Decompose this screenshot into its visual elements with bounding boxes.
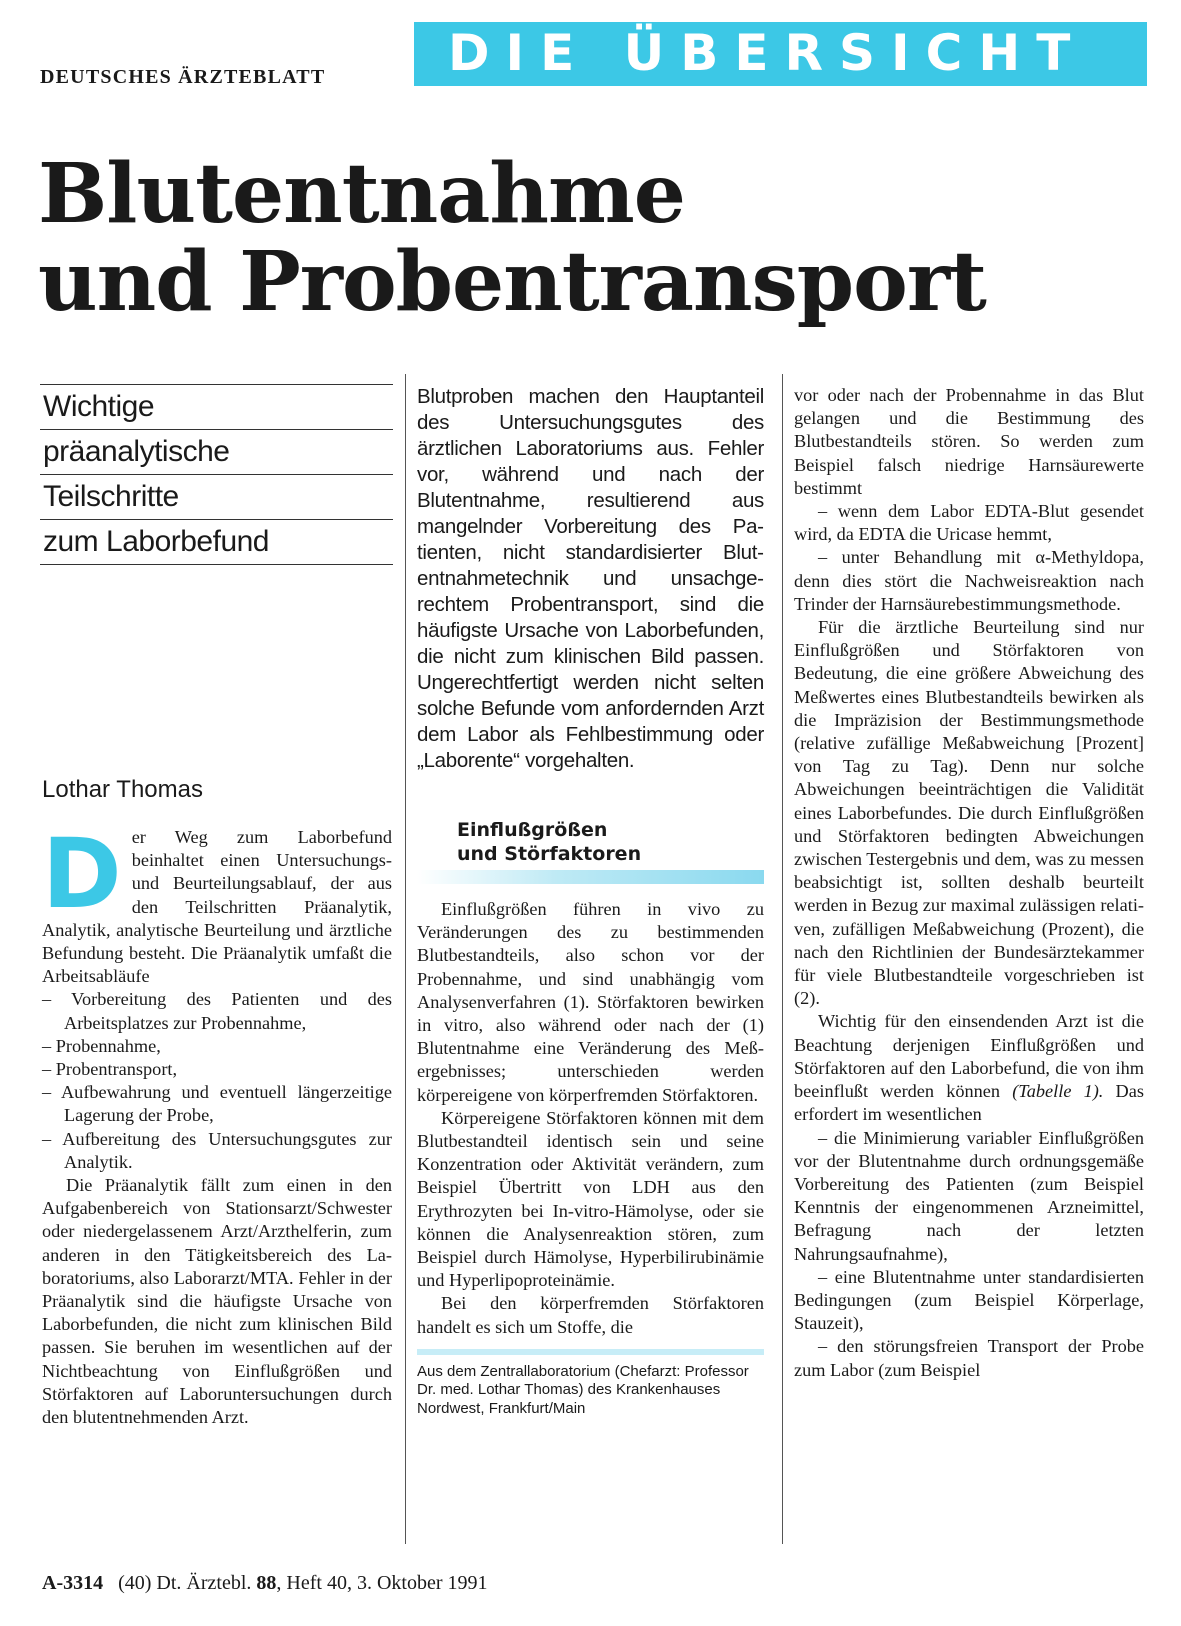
page-footer: [42, 1572, 487, 1595]
dash-item: – den störungsfreien Transport der Probe zum Labor (zum Beispiel: [794, 1336, 1144, 1380]
paragraph: Für die ärztliche Beurteilung sind nur Einflußgrößen und Störfaktoren von Bedeutung, die eine größere Abweichung des Meßwertes eines Blutbestandteils bewirken als die Impräzision der Bestimmungsmethode (relative zufällige Meßabweichung [Prozent] von Tag zu Tag). Denn nur solche Abweichungen beeinträchtigen die Validität eines Laborbefundes. Die durch Einflußgrößen und Störfaktoren bedingten Abweichungen zwischen Testergebnis und dem, was zu messen beabsichtigt ist, sollten deshalb beurteilt werden in Bezug zur maximal zulässigen relativen, zufälligen Meßabweichung (Prozent), die nach den Richtlinien der Bundesärztekammer für viele Blutbestandteile vorgeschrieben ist (2).: [794, 617, 1144, 1009]
citation-pre: (40) Dt. Ärztebl.: [118, 1572, 252, 1594]
list-item: – Probennahme,: [42, 1035, 161, 1056]
paragraph: vor oder nach der Probennahme in das Blut gelangen und die Bestimmung des Blutbestandteils stören. So werden zum Beispiel falsch niedrige Harnsäurewerte bestimmt: [794, 385, 1144, 498]
affiliation-footnote: Aus dem Zentrallaboratorium (Chefarzt: Professor Dr. med. Lothar Thomas) des Krankenhauses Nordwest, Frankfurt/Main: [417, 1349, 764, 1419]
title-line-1: Blutentnahme: [38, 146, 685, 242]
heading-accent-bar: [417, 870, 764, 884]
column-3: [794, 384, 1144, 1382]
volume-number: 88: [256, 1572, 277, 1594]
article-subtitle: [40, 384, 393, 565]
author-name: Lothar Thomas: [42, 776, 203, 803]
journal-name: DEUTSCHES ÄRZTEBLATT: [40, 66, 326, 88]
paragraph: [794, 1010, 1144, 1126]
list-item: – Probentransport,: [42, 1059, 178, 1080]
intro-paragraph: Blutproben machen den Hauptanteil des Untersuchungsgutes des ärztlichen Laboratoriums aus. Fehler vor, während und nach der Blutentnahme, resultierend aus mangelnder Vorbereitung des Patienten, nicht standardisierter Blutentnahmetechnik und unsachgerechtem Probentransport, sind die häufigste Ursache von Laborbefunden, die nicht zum klinischen Bild passen. Ungerechtfertigt werden nicht selten solche Befunde vom anfordernden Arzt dem Labor als Fehlbestimmung oder „Laborente“ vorgehalten.: [417, 385, 764, 772]
list-item: – Aufbewahrung und eventuell längerzeitige Lagerung der Probe,: [42, 1082, 392, 1126]
title-line-2: und Probentransport: [38, 234, 986, 330]
drop-cap: D: [42, 818, 122, 930]
bullet-list: [42, 988, 392, 1174]
column-divider: [782, 374, 783, 1544]
column-divider: [405, 374, 406, 1544]
paragraph: er Weg zum Laborbefund beinhaltet einen Untersuchungs- und Beurteilungsablauf, der aus den Teilschritten Präanalytik, Analytik, analytische Beurteilung und ärztliche Befundung besteht. Die Präanalytik umfaßt die Arbeitsabläufe: [42, 827, 392, 987]
paragraph: Die Präanalytik fällt zum einen in den Aufgabenbereich von Stationsarzt/Schwester oder niedergelassenem Arzt/Arzthelferin, zum anderen in den Tätigkeitsbereich des Laboratoriums, also Laborarzt/MTA. Fehler in der Präanalytik sind die häufigste Ursache von Laborbefunden, die nicht zum klinischen Bild passen. Sie beruhen im wesentlichen auf der Nichtbeachtung von Einflußgrößen und Störfaktoren auf Laboruntersuchungen durch den blutentnehmenden Arzt.: [42, 1175, 392, 1428]
subtitle-line: präanalytische: [40, 430, 393, 475]
section-label: DIE ÜBERSICHT: [448, 24, 1087, 82]
article-title: [38, 146, 1148, 330]
section-heading-line: und Störfaktoren: [457, 843, 642, 865]
paragraph: Einflußgrößen führen in vivo zu Veränderungen des zu bestimmenden Blutbestandteils, also schon vor der Probennahme, und sind unabhängig vom Analysenverfahren (1). Störfaktoren bewirken in vitro, also während oder nach der (1) Blutentnahme eine Veränderung des Meßergebnisses; unterschieden werden körpereigene von körperfremden Störfaktoren.: [417, 899, 764, 1105]
dash-item: – wenn dem Labor EDTA-Blut gesendet wird, da EDTA die Uricase hemmt,: [794, 501, 1144, 545]
dash-item: – eine Blutentnahme unter standardisierten Bedingungen (zum Beispiel Körperlage, Stauzeit),: [794, 1266, 1144, 1334]
paragraph: Körpereigene Störfaktoren können mit dem Blutbestandteil identisch sein und seine Konzentration oder Aktivität verändern, zum Beispiel Übertritt von LDH aus den Erythrozyten bei In-vitro-Hämolyse, oder sie können die Analysenreaktion stören, zum Beispiel durch Hämolyse, Hyperbilirubinämie und Hyperlipoproteinämie.: [417, 1107, 764, 1291]
section-heading: [417, 818, 764, 884]
intro-text: [417, 384, 764, 774]
page-number: A-3314: [42, 1572, 104, 1594]
list-item: – Vorbereitung des Patienten und des Arbeitsplatzes zur Probennahme,: [42, 989, 392, 1033]
subtitle-line: Wichtige: [40, 385, 393, 430]
column-2: [417, 384, 764, 1418]
column-1: [42, 818, 392, 1429]
citation-post: , Heft 40, 3. Oktober 1991: [276, 1572, 488, 1594]
subtitle-line: Teilschritte: [40, 475, 393, 520]
dash-item: – die Minimierung variabler Einflußgrößen vor der Blutentnahme durch ordnungsgemäße Vorbereitung des Patienten (zum Beispiel Kenntnis der eingenommenen Arzneimittel, Befragung nach der letzten Nahrungsaufnahme),: [794, 1127, 1144, 1264]
subtitle-line: zum Laborbefund: [40, 520, 393, 565]
paragraph: Bei den körperfremden Störfaktoren handelt es sich um Stoffe, die: [417, 1293, 764, 1337]
dash-item: – unter Behandlung mit α-Methyldopa, denn dies stört die Nachweisreaktion nach Trinder der Harnsäurebestimmungsmethode.: [794, 547, 1144, 614]
table-reference: (Tabelle 1).: [1012, 1081, 1104, 1102]
paragraph-text: Wichtig für den einsendenden Arzt ist die Beachtung derjenigen Einflußgrößen und Störfaktoren auf den Laborbefund, die von ihm beeinflußt werden können: [794, 1011, 1144, 1102]
list-item: – Aufbereitung des Untersuchungsgutes zur Analytik.: [42, 1128, 392, 1172]
section-heading-line: Einflußgrößen: [457, 819, 608, 841]
section-banner: [414, 22, 1147, 86]
paragraph-text: Das erfordert im wesentlichen: [794, 1081, 1144, 1125]
